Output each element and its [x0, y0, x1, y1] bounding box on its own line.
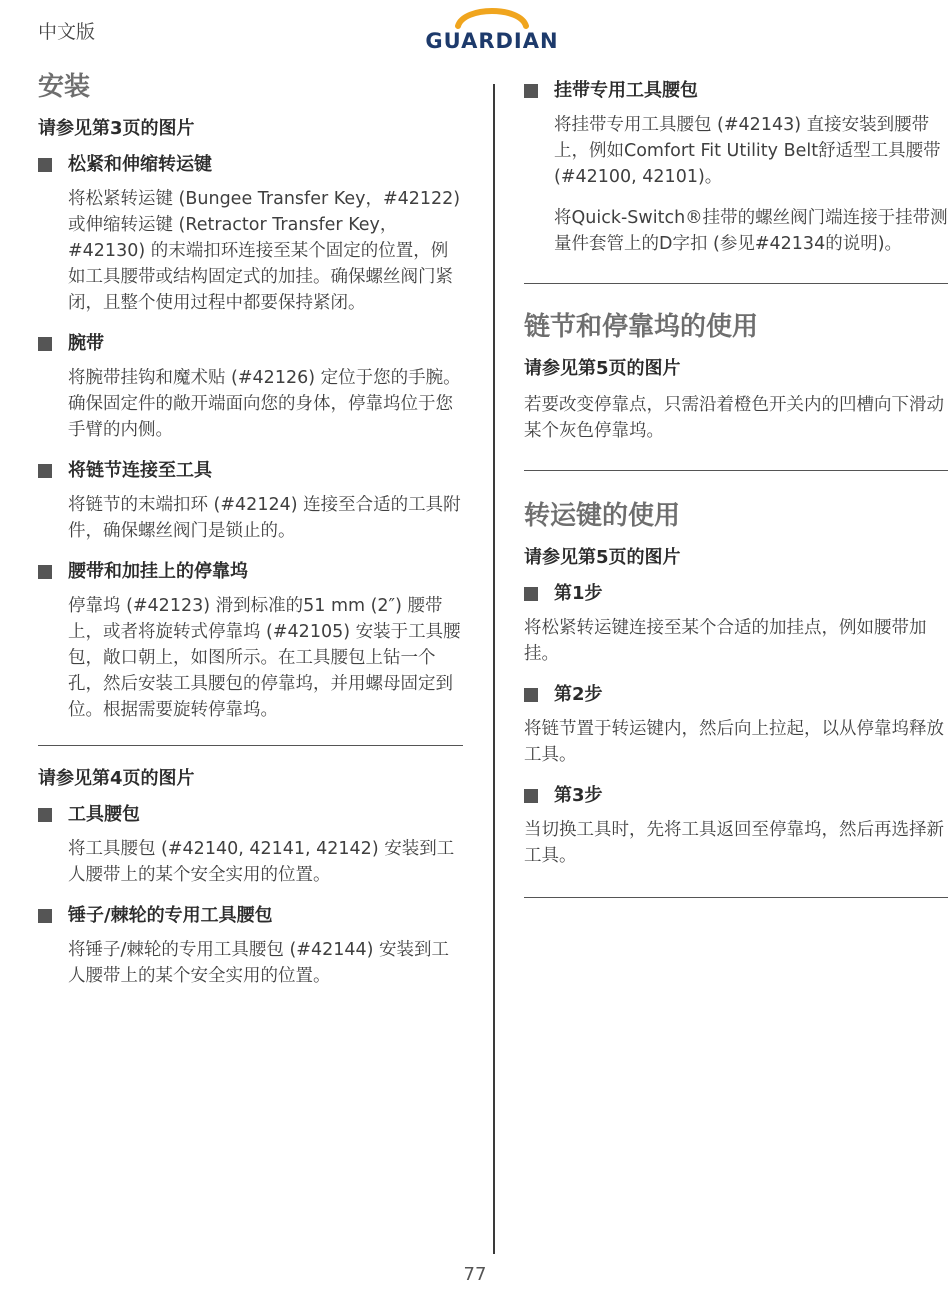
item-paragraph: 停靠坞 (#42123) 滑到标准的51 mm (2″) 腰带上，或者将旋转式停靠坞 (#42105) 安装于工具腰包，敞口朝上，如图所示。在工具腰包上钻一个孔，然后安装工具腰包的停靠坞，并用螺母固定到位。根据需要旋转停靠坞。 — [68, 596, 461, 720]
item-heading — [38, 559, 463, 585]
item-heading — [38, 458, 463, 484]
item-paragraph: 将工具腰包 (#42140, 42141, 42142) 安装到工人腰带上的某个安全实用的位置。 — [68, 839, 455, 885]
item-paragraph: 将松紧转运键 (Bungee Transfer Key，#42122) 或伸缩转运键 (Retractor Transfer Key，#42130) 的末端扣环连接至某个固定的位置，例如工具腰带或结构固定式的加挂。确保螺丝阀门紧闭，且整个使用过程中都要保持紧闭。 — [68, 189, 461, 313]
section-title-install: 安装 — [38, 72, 91, 102]
section-title-transfer-key: 转运键的使用 — [524, 501, 681, 531]
item-heading — [38, 331, 463, 357]
step-paragraph: 将链节置于转运键内，然后向上拉起，以从停靠坞释放工具。 — [524, 719, 944, 765]
item-paragraph: 将挂带专用工具腰包 (#42143) 直接安装到腰带上，例如Comfort Fit Utility Belt舒适型工具腰带 (#42100, 42101)。 — [554, 115, 941, 187]
section-paragraph: 若要改变停靠点，只需沿着橙色开关内的凹槽向下滑动某个灰色停靠坞。 — [524, 395, 944, 441]
figure-reference: 请参见第3页的图片 — [38, 118, 195, 139]
left-column — [38, 70, 463, 1004]
logo-wordmark: GUARDIAN — [425, 29, 559, 53]
page-number: 77 — [463, 1264, 487, 1285]
step-heading-text: 第2步 — [554, 684, 603, 705]
square-bullet-icon — [524, 84, 538, 98]
square-bullet-icon — [524, 688, 538, 702]
square-bullet-icon — [38, 337, 52, 351]
guardian-logo — [400, 2, 584, 54]
figure-reference: 请参见第4页的图片 — [38, 768, 195, 789]
item-heading-text: 腕带 — [68, 333, 104, 354]
step-heading — [524, 581, 948, 607]
right-column — [524, 78, 948, 898]
item-heading — [38, 152, 463, 178]
square-bullet-icon — [38, 565, 52, 579]
item-paragraph: 将腕带挂钩和魔术贴 (#42126) 定位于您的手腕。确保固定件的敞开端面向您的身体，停靠坞位于您手臂的内侧。 — [68, 368, 461, 440]
square-bullet-icon — [38, 909, 52, 923]
horizontal-divider — [524, 897, 948, 898]
step-heading — [524, 682, 948, 708]
item-paragraph: 将Quick-Switch®挂带的螺丝阀门端连接于挂带测量件套管上的D字扣 (参见#42134的说明)。 — [554, 208, 948, 254]
square-bullet-icon — [38, 808, 52, 822]
item-heading — [524, 78, 948, 104]
column-divider — [493, 84, 495, 1254]
figure-reference: 请参见第5页的图片 — [524, 547, 681, 568]
item-heading-text: 挂带专用工具腰包 — [554, 80, 698, 101]
item-paragraph: 将锤子/棘轮的专用工具腰包 (#42144) 安装到工人腰带上的某个安全实用的位置。 — [68, 940, 450, 986]
item-heading-text: 松紧和伸缩转运键 — [68, 154, 212, 175]
horizontal-divider — [38, 745, 463, 746]
item-heading-text: 工具腰包 — [68, 804, 140, 825]
square-bullet-icon — [524, 789, 538, 803]
item-heading — [38, 802, 463, 828]
square-bullet-icon — [524, 587, 538, 601]
step-paragraph: 当切换工具时，先将工具返回至停靠坞，然后再选择新工具。 — [524, 820, 944, 866]
edition-label: 中文版 — [38, 21, 96, 43]
step-paragraph: 将松紧转运键连接至某个合适的加挂点，例如腰带加挂。 — [524, 618, 927, 664]
item-paragraph: 将链节的末端扣环 (#42124) 连接至合适的工具附件，确保螺丝阀门是锁止的。 — [68, 495, 461, 541]
section-title-chain: 链节和停靠坞的使用 — [524, 312, 759, 342]
square-bullet-icon — [38, 464, 52, 478]
logo-arc-icon — [400, 2, 584, 32]
item-heading-text: 将链节连接至工具 — [68, 460, 212, 481]
horizontal-divider — [524, 470, 948, 471]
square-bullet-icon — [38, 158, 52, 172]
step-heading — [524, 783, 948, 809]
item-heading-text: 锤子/棘轮的专用工具腰包 — [68, 905, 273, 926]
horizontal-divider — [524, 283, 948, 284]
item-heading — [38, 903, 463, 929]
item-heading-text: 腰带和加挂上的停靠坞 — [68, 561, 248, 582]
step-heading-text: 第1步 — [554, 583, 603, 604]
step-heading-text: 第3步 — [554, 785, 603, 806]
figure-reference: 请参见第5页的图片 — [524, 358, 681, 379]
